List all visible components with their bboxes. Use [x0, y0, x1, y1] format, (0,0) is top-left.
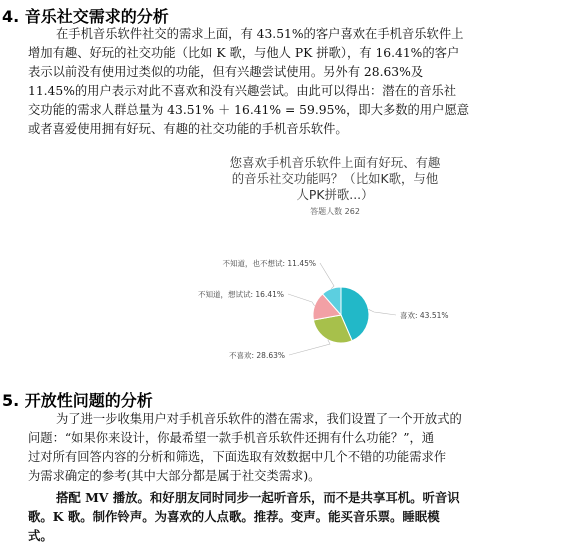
pie-leader-line [288, 294, 315, 306]
pie-chart [190, 230, 490, 370]
para-line: 增加有趣、好玩的社交功能（比如 K 歌，与他人 PK 拼歌），有 16.41%的客户 [28, 46, 460, 60]
chart-subtitle: 答题人数 262 [310, 207, 360, 216]
section-4-heading: 4. 音乐社交需求的分析 [2, 7, 169, 26]
para-line: 过对所有回答内容的分析和筛选，下面选取有效数据中几个不错的功能需求作 [28, 450, 447, 464]
pie-leader-line [320, 263, 334, 289]
chart-title-line: 的音乐社交功能吗？（比如K歌，与他 [231, 171, 439, 186]
pie-slice-label: 喜欢: 43.51% [400, 311, 449, 320]
pie-slice-label: 不喜欢: 28.63% [228, 351, 285, 360]
para-line: 表示以前没有使用过类似的功能，但有兴趣尝试使用。另外有 28.63%及 [28, 65, 424, 79]
para-line: 或者喜爱使用拥有好玩、有趣的社交功能的手机音乐软件。 [28, 122, 348, 136]
para-line: 歌。K 歌。制作铃声。为喜欢的人点歌。推荐。变声。能买音乐票。睡眠模 [28, 509, 440, 524]
para-line: 搭配 MV 播放。和好朋友同时同步一起听音乐，而不是共享耳机。听音识 [56, 490, 460, 505]
pie-leader-line [289, 340, 330, 355]
pie-slice-label: 不知道，也不想试: 11.45% [222, 259, 316, 268]
para-line: 为需求确定的参考(其中大部分都是属于社交类需求)。 [28, 469, 321, 483]
chart-title [215, 155, 455, 203]
para-line: 式。 [28, 528, 53, 543]
chart-title-line: 您喜欢手机音乐软件上面有好玩、有趣 [229, 155, 441, 170]
chart-title-line: 人PK拼歌...） [296, 187, 374, 202]
section-5-paragraph [28, 410, 576, 486]
feature-list-paragraph [28, 488, 576, 545]
para-line: 问题：“如果你来设计，你最希望一款手机音乐软件还拥有什么功能？”，通 [28, 431, 435, 445]
para-line: 为了进一步收集用户对手机音乐软件的潜在需求，我们设置了一个开放式的 [56, 412, 462, 426]
section-4-paragraph [28, 25, 576, 139]
para-line: 11.45%的用户表示对此不喜欢和没有兴趣尝试。由此可以得出：潜在的音乐社 [28, 84, 457, 98]
pie-slice-label: 不知道，想试试: 16.41% [197, 290, 284, 299]
para-line: 交功能的需求人群总量为 43.51% ＋ 16.41% = 59.95%，即大多数的用户愿意 [28, 103, 470, 117]
section-5-heading: 5. 开放性问题的分析 [2, 391, 153, 410]
para-line: 在手机音乐软件社交的需求上面，有 43.51%的客户喜欢在手机音乐软件上 [56, 27, 464, 41]
pie-leader-line [368, 309, 396, 315]
